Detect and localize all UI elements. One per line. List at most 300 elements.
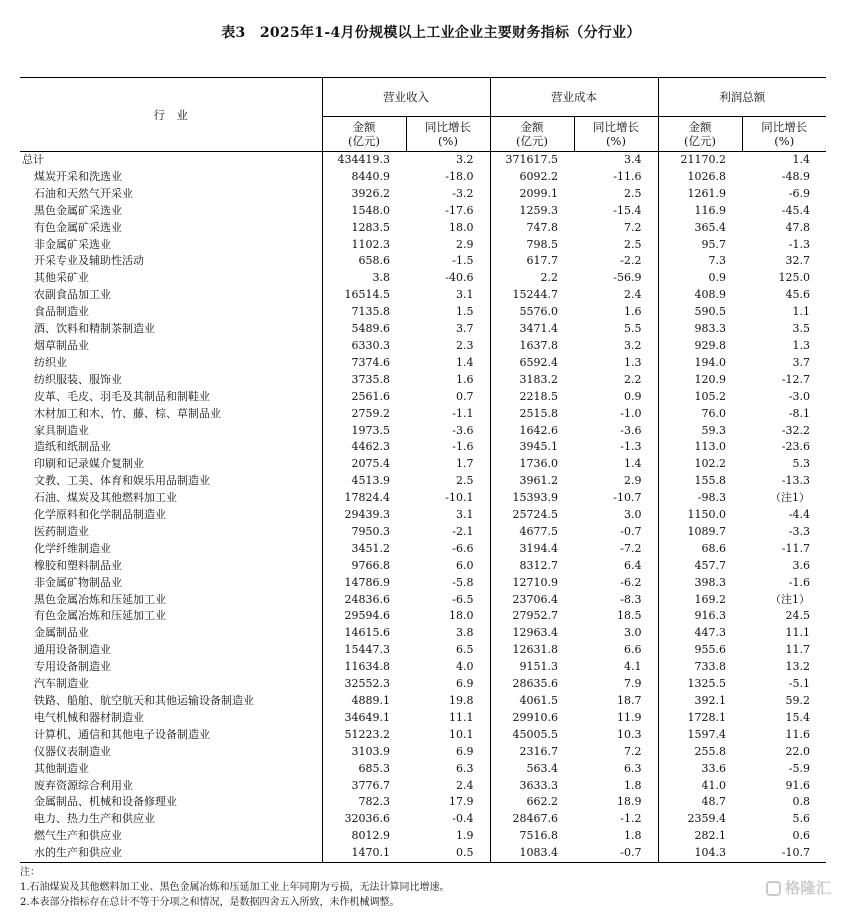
profit-amount: 1150.0 (658, 507, 742, 524)
industry-header: 行 业 (20, 78, 322, 152)
cost-header: 营业成本 (490, 78, 658, 117)
revenue-amount: 32036.6 (322, 811, 406, 828)
industry-name: 纺织服装、服饰业 (34, 372, 122, 386)
table-row (20, 389, 826, 406)
revenue-amount: 1470.1 (322, 845, 406, 862)
profit-growth: 5.6 (792, 812, 810, 826)
profit-growth: 1.3 (792, 338, 810, 352)
cost-amount: 563.4 (490, 761, 574, 778)
industry-name: 有色金属矿采选业 (34, 220, 122, 234)
table-row (20, 592, 826, 609)
profit-amount: 1597.4 (658, 727, 742, 744)
industry-name: 非金属矿采选业 (34, 237, 111, 251)
cost-growth: 11.9 (617, 710, 642, 724)
cost-amount: 4061.5 (490, 693, 574, 710)
revenue-amount: 3735.8 (322, 372, 406, 389)
profit-amount: 955.6 (658, 642, 742, 659)
revenue-amount: 1102.3 (322, 237, 406, 254)
table-row (20, 710, 826, 727)
revenue-growth: -0.4 (452, 812, 474, 826)
table-row (20, 203, 826, 220)
profit-growth: 3.7 (792, 355, 810, 369)
profit-growth: -5.9 (788, 761, 810, 775)
cost-amount: 15244.7 (490, 287, 574, 304)
revenue-growth: 6.3 (456, 761, 474, 775)
table-row (20, 727, 826, 744)
cost-growth: 2.5 (624, 237, 642, 251)
revenue-amount: 15447.3 (322, 642, 406, 659)
table-row (20, 287, 826, 304)
table-row (20, 693, 826, 710)
revenue-amount: 1283.5 (322, 220, 406, 237)
profit-growth: 0.8 (792, 795, 810, 809)
cost-growth: 6.3 (624, 761, 642, 775)
table-row (20, 524, 826, 541)
cost-growth: 7.2 (624, 220, 642, 234)
profit-growth: （注1） (770, 592, 810, 606)
industry-name: 汽车制造业 (34, 677, 89, 691)
revenue-growth: 3.1 (456, 508, 474, 522)
revenue-amount: 3776.7 (322, 778, 406, 795)
table-row (20, 625, 826, 642)
industry-name: 印刷和记录媒介复制业 (34, 457, 144, 471)
profit-amount: 733.8 (658, 659, 742, 676)
cost-growth: -2.2 (620, 254, 642, 268)
industry-name: 废弃资源综合利用业 (34, 778, 133, 792)
table-row (20, 253, 826, 270)
cost-growth: 3.0 (624, 626, 642, 640)
industry-name: 农副食品加工业 (34, 288, 111, 302)
cost-growth: -7.2 (620, 541, 642, 555)
profit-growth: 13.2 (785, 660, 810, 674)
revenue-amount: 3451.2 (322, 541, 406, 558)
table-row (20, 355, 826, 372)
revenue-amount: 29594.6 (322, 608, 406, 625)
cost-amount: 7516.8 (490, 828, 574, 845)
revenue-amount: 4513.9 (322, 473, 406, 490)
amount-header: 金额 (亿元) (658, 117, 742, 152)
cost-amount: 1736.0 (490, 456, 574, 473)
profit-amount: 447.3 (658, 625, 742, 642)
profit-amount: 1026.8 (658, 169, 742, 186)
profit-growth: 11.7 (785, 643, 810, 657)
profit-growth: 32.7 (785, 254, 810, 268)
table-row (20, 490, 826, 507)
cost-growth: 2.5 (624, 186, 642, 200)
revenue-growth: 6.0 (456, 558, 474, 572)
industry-name: 烟草制品业 (34, 338, 89, 352)
profit-growth: （注1） (770, 491, 810, 505)
profit-amount: 95.7 (658, 237, 742, 254)
cost-amount: 1642.6 (490, 423, 574, 440)
revenue-growth: -5.8 (452, 575, 474, 589)
profit-growth: 91.6 (785, 778, 810, 792)
revenue-amount: 434419.3 (322, 152, 406, 169)
cost-amount: 2.2 (490, 270, 574, 287)
revenue-amount: 1973.5 (322, 423, 406, 440)
profit-header: 利润总额 (658, 78, 826, 117)
industry-name: 非金属矿物制品业 (34, 575, 122, 589)
cost-growth: 6.4 (624, 558, 642, 572)
revenue-amount: 7135.8 (322, 304, 406, 321)
profit-growth: -23.6 (781, 440, 810, 454)
table-row (20, 507, 826, 524)
revenue-amount: 2759.2 (322, 406, 406, 423)
revenue-growth: 2.5 (456, 474, 474, 488)
industry-name: 电气机械和器材制造业 (34, 710, 144, 724)
industry-name: 食品制造业 (34, 305, 89, 319)
revenue-growth: 3.1 (456, 288, 474, 302)
cost-amount: 27952.7 (490, 608, 574, 625)
revenue-growth: 3.7 (456, 322, 474, 336)
watermark (766, 877, 832, 898)
cost-amount: 2218.5 (490, 389, 574, 406)
cost-amount: 12963.4 (490, 625, 574, 642)
profit-growth: -6.9 (788, 186, 810, 200)
profit-amount: 392.1 (658, 693, 742, 710)
profit-amount: -98.3 (658, 490, 742, 507)
revenue-growth: 10.1 (449, 727, 474, 741)
cost-amount: 747.8 (490, 220, 574, 237)
profit-amount: 104.3 (658, 845, 742, 862)
profit-growth: -1.3 (788, 237, 810, 251)
table-row (20, 778, 826, 795)
industry-name: 黑色金属矿采选业 (34, 203, 122, 217)
financial-indicators-table (20, 77, 826, 863)
revenue-amount: 29439.3 (322, 507, 406, 524)
revenue-amount: 51223.2 (322, 727, 406, 744)
table-row (20, 761, 826, 778)
profit-growth: 15.4 (785, 710, 810, 724)
profit-amount: 76.0 (658, 406, 742, 423)
cost-growth: 5.5 (624, 322, 642, 336)
cost-amount: 8312.7 (490, 558, 574, 575)
industry-name: 总计 (22, 153, 44, 166)
revenue-growth: -3.2 (452, 186, 474, 200)
revenue-amount: 6330.3 (322, 338, 406, 355)
profit-growth: -10.7 (742, 845, 826, 862)
table-row (20, 406, 826, 423)
industry-name: 金属制品、机械和设备修理业 (34, 795, 177, 809)
revenue-amount: 5489.6 (322, 321, 406, 338)
industry-name: 医药制造业 (34, 524, 89, 538)
profit-growth: -3.3 (788, 524, 810, 538)
cost-amount: 1637.8 (490, 338, 574, 355)
cost-amount: 45005.5 (490, 727, 574, 744)
profit-amount: 0.9 (658, 270, 742, 287)
revenue-growth: -1.6 (452, 440, 474, 454)
footnote-2: 2.本表部分指标存在总计不等于分项之和情况，是数据四舍五入所致，未作机械调整。 (20, 897, 400, 908)
profit-growth: -3.0 (788, 389, 810, 403)
revenue-amount: 3.8 (322, 270, 406, 287)
revenue-growth: -18.0 (445, 169, 474, 183)
revenue-growth: -40.6 (445, 271, 474, 285)
profit-growth: 24.5 (785, 609, 810, 623)
profit-growth: -32.2 (781, 423, 810, 437)
cost-amount: 3183.2 (490, 372, 574, 389)
table-row (20, 473, 826, 490)
profit-growth: 59.2 (785, 694, 810, 707)
profit-amount: 365.4 (658, 220, 742, 237)
cost-amount: 12710.9 (490, 575, 574, 592)
profit-growth: -13.3 (781, 474, 810, 488)
cost-amount: 6592.4 (490, 355, 574, 372)
table-row (20, 423, 826, 440)
table-row (20, 828, 826, 845)
industry-name: 煤炭开采和洗选业 (34, 169, 122, 183)
table-row (20, 642, 826, 659)
table-row (20, 659, 826, 676)
revenue-amount: 658.6 (322, 253, 406, 270)
cost-growth: -8.3 (620, 592, 642, 606)
revenue-growth: 2.3 (456, 338, 474, 352)
profit-amount: 155.8 (658, 473, 742, 490)
cost-amount: 23706.4 (490, 592, 574, 609)
cost-growth: -11.6 (613, 169, 642, 183)
table-row (20, 676, 826, 693)
cost-growth: 7.9 (624, 677, 642, 691)
cost-growth: 4.1 (624, 660, 642, 674)
cost-amount: 15393.9 (490, 490, 574, 507)
cost-growth: 1.8 (624, 778, 642, 792)
revenue-amount: 14615.6 (322, 625, 406, 642)
revenue-growth: 11.1 (449, 710, 474, 724)
cost-growth: 0.9 (624, 389, 642, 403)
profit-amount: 282.1 (658, 828, 742, 845)
table-row (20, 186, 826, 203)
revenue-amount: 8440.9 (322, 169, 406, 186)
revenue-amount: 685.3 (322, 761, 406, 778)
profit-amount: 116.9 (658, 203, 742, 220)
industry-name: 开采专业及辅助性活动 (34, 254, 144, 268)
profit-growth: 3.5 (792, 322, 810, 336)
industry-name: 燃气生产和供应业 (34, 829, 122, 843)
industry-name: 家具制造业 (34, 423, 89, 437)
industry-name: 其他采矿业 (34, 271, 89, 285)
industry-name: 计算机、通信和其他电子设备制造业 (34, 727, 210, 741)
profit-growth: -11.7 (781, 541, 810, 555)
revenue-growth: 18.0 (449, 609, 474, 623)
cost-growth: -3.6 (620, 423, 642, 437)
cost-growth: 3.4 (624, 153, 642, 166)
industry-name: 橡胶和塑料制品业 (34, 558, 122, 572)
revenue-amount: 24836.6 (322, 592, 406, 609)
profit-growth: 5.3 (792, 457, 810, 471)
gelonghui-logo-icon (766, 881, 781, 896)
industry-name: 木材加工和木、竹、藤、棕、草制品业 (34, 406, 221, 420)
revenue-growth: 17.9 (449, 795, 474, 809)
footnote-1: 1.石油煤炭及其他燃料加工业、黑色金属冶炼和压延加工业上年同期为亏损，无法计算同比增速。 (20, 882, 450, 893)
profit-amount: 590.5 (658, 304, 742, 321)
cost-amount: 617.7 (490, 253, 574, 270)
revenue-growth: 1.5 (456, 305, 474, 319)
profit-amount: 169.2 (658, 592, 742, 609)
revenue-growth: -10.1 (445, 491, 474, 505)
profit-amount: 21170.2 (658, 152, 742, 169)
profit-growth: -8.1 (788, 406, 810, 420)
table-row (20, 169, 826, 186)
cost-amount: 5576.0 (490, 304, 574, 321)
revenue-growth: 1.7 (456, 457, 474, 471)
revenue-amount: 4889.1 (322, 693, 406, 710)
revenue-growth: -17.6 (445, 203, 474, 217)
revenue-amount: 11634.8 (322, 659, 406, 676)
profit-growth: -1.6 (788, 575, 810, 589)
industry-name: 皮革、毛皮、羽毛及其制品和制鞋业 (34, 389, 210, 403)
revenue-amount: 17824.4 (322, 490, 406, 507)
revenue-amount: 7374.6 (322, 355, 406, 372)
profit-growth: -5.1 (788, 677, 810, 691)
profit-amount: 48.7 (658, 794, 742, 811)
profit-amount: 408.9 (658, 287, 742, 304)
industry-name: 专用设备制造业 (34, 660, 111, 674)
cost-growth: -0.7 (574, 845, 658, 862)
revenue-amount: 4462.3 (322, 439, 406, 456)
cost-amount: 3945.1 (490, 439, 574, 456)
profit-amount: 113.0 (658, 439, 742, 456)
industry-name: 造纸和纸制品业 (34, 440, 111, 454)
revenue-growth: 1.9 (456, 829, 474, 843)
watermark-text: 格隆汇 (785, 879, 832, 897)
cost-growth: -1.3 (620, 440, 642, 454)
cost-growth: 1.4 (624, 457, 642, 471)
revenue-growth: 1.6 (456, 372, 474, 386)
revenue-growth: 2.9 (456, 237, 474, 251)
profit-growth: 47.8 (785, 220, 810, 234)
cost-amount: 1083.4 (490, 845, 574, 862)
cost-amount: 2316.7 (490, 744, 574, 761)
revenue-growth: -6.5 (452, 592, 474, 606)
revenue-growth: 2.4 (456, 778, 474, 792)
profit-amount: 255.8 (658, 744, 742, 761)
growth-header: 同比增长 (%) (574, 117, 658, 152)
industry-name: 化学原料和化学制品制造业 (34, 508, 166, 522)
cost-amount: 28635.6 (490, 676, 574, 693)
table-row (20, 744, 826, 761)
profit-amount: 102.2 (658, 456, 742, 473)
table-row (20, 794, 826, 811)
cost-growth: 2.2 (624, 372, 642, 386)
revenue-growth: 6.5 (456, 643, 474, 657)
cost-growth: -56.9 (613, 271, 642, 285)
total-row (20, 152, 826, 169)
cost-growth: -10.7 (613, 491, 642, 505)
cost-growth: 7.2 (624, 744, 642, 758)
growth-header: 同比增长 (%) (742, 117, 826, 152)
revenue-growth: -2.1 (452, 524, 474, 538)
revenue-amount: 8012.9 (322, 828, 406, 845)
industry-name: 铁路、船舶、航空航天和其他运输设备制造业 (34, 694, 254, 707)
cost-growth: -0.7 (620, 524, 642, 538)
cost-amount: 9151.3 (490, 659, 574, 676)
profit-growth: 45.6 (785, 288, 810, 302)
revenue-amount: 3103.9 (322, 744, 406, 761)
cost-amount: 6092.2 (490, 169, 574, 186)
profit-growth: 125.0 (778, 271, 810, 285)
cost-growth: 1.6 (624, 305, 642, 319)
cost-growth: -15.4 (613, 203, 642, 217)
industry-name: 金属制品业 (34, 626, 89, 640)
revenue-amount: 2561.6 (322, 389, 406, 406)
profit-growth: -48.9 (781, 169, 810, 183)
cost-growth: 6.6 (624, 643, 642, 657)
industry-name: 石油和天然气开采业 (34, 186, 133, 200)
cost-amount: 2515.8 (490, 406, 574, 423)
cost-growth: -6.2 (620, 575, 642, 589)
table-row (20, 372, 826, 389)
header-row-groups (20, 78, 826, 117)
cost-amount: 12631.8 (490, 642, 574, 659)
profit-growth: -4.4 (788, 508, 810, 522)
revenue-growth: -1.1 (452, 406, 474, 420)
revenue-growth: -1.5 (452, 254, 474, 268)
cost-amount: 371617.5 (490, 152, 574, 169)
table-row (20, 845, 826, 862)
cost-amount: 4677.5 (490, 524, 574, 541)
table-title: 表3 2025年1-4月份规模以上工业企业主要财务指标（分行业） (221, 25, 641, 41)
industry-name: 石油、煤炭及其他燃料加工业 (34, 491, 177, 505)
industry-name: 酒、饮料和精制茶制造业 (34, 322, 155, 336)
industry-name: 有色金属冶炼和压延加工业 (34, 609, 166, 623)
profit-amount: 1325.5 (658, 676, 742, 693)
profit-amount: 105.2 (658, 389, 742, 406)
cost-growth: 3.2 (624, 338, 642, 352)
profit-growth: 22.0 (785, 744, 810, 758)
footnote-heading: 注： (20, 867, 40, 878)
revenue-amount: 34649.1 (322, 710, 406, 727)
revenue-amount: 14786.9 (322, 575, 406, 592)
profit-growth: 11.6 (785, 727, 810, 741)
table-row (20, 575, 826, 592)
cost-amount: 662.2 (490, 794, 574, 811)
profit-growth: 1.1 (792, 305, 810, 319)
revenue-growth: 6.9 (456, 677, 474, 691)
cost-amount: 25724.5 (490, 507, 574, 524)
table-row (20, 456, 826, 473)
growth-header: 同比增长 (%) (406, 117, 490, 152)
cost-growth: 18.7 (617, 694, 642, 707)
revenue-growth: -3.6 (452, 423, 474, 437)
cost-growth: -1.0 (620, 406, 642, 420)
revenue-growth: 3.2 (456, 153, 474, 166)
revenue-growth: 19.8 (449, 694, 474, 707)
profit-amount: 68.6 (658, 541, 742, 558)
profit-amount: 33.6 (658, 761, 742, 778)
revenue-amount: 7950.3 (322, 524, 406, 541)
revenue-header: 营业收入 (322, 78, 490, 117)
revenue-amount: 32552.3 (322, 676, 406, 693)
cost-amount: 28467.6 (490, 811, 574, 828)
industry-name: 纺织业 (34, 355, 67, 369)
cost-growth: 18.9 (617, 795, 642, 809)
table-row (20, 321, 826, 338)
profit-amount: 916.3 (658, 608, 742, 625)
cost-growth: -1.2 (620, 812, 642, 826)
revenue-amount: 1548.0 (322, 203, 406, 220)
profit-amount: 41.0 (658, 778, 742, 795)
profit-amount: 1728.1 (658, 710, 742, 727)
cost-amount: 2099.1 (490, 186, 574, 203)
profit-amount: 929.8 (658, 338, 742, 355)
table-row (20, 439, 826, 456)
revenue-amount: 9766.8 (322, 558, 406, 575)
revenue-growth: 1.4 (456, 355, 474, 369)
cost-growth: 2.9 (624, 474, 642, 488)
revenue-amount: 3926.2 (322, 186, 406, 203)
industry-name: 化学纤维制造业 (34, 541, 111, 555)
cost-amount: 3194.4 (490, 541, 574, 558)
cost-growth: 18.5 (617, 609, 642, 623)
